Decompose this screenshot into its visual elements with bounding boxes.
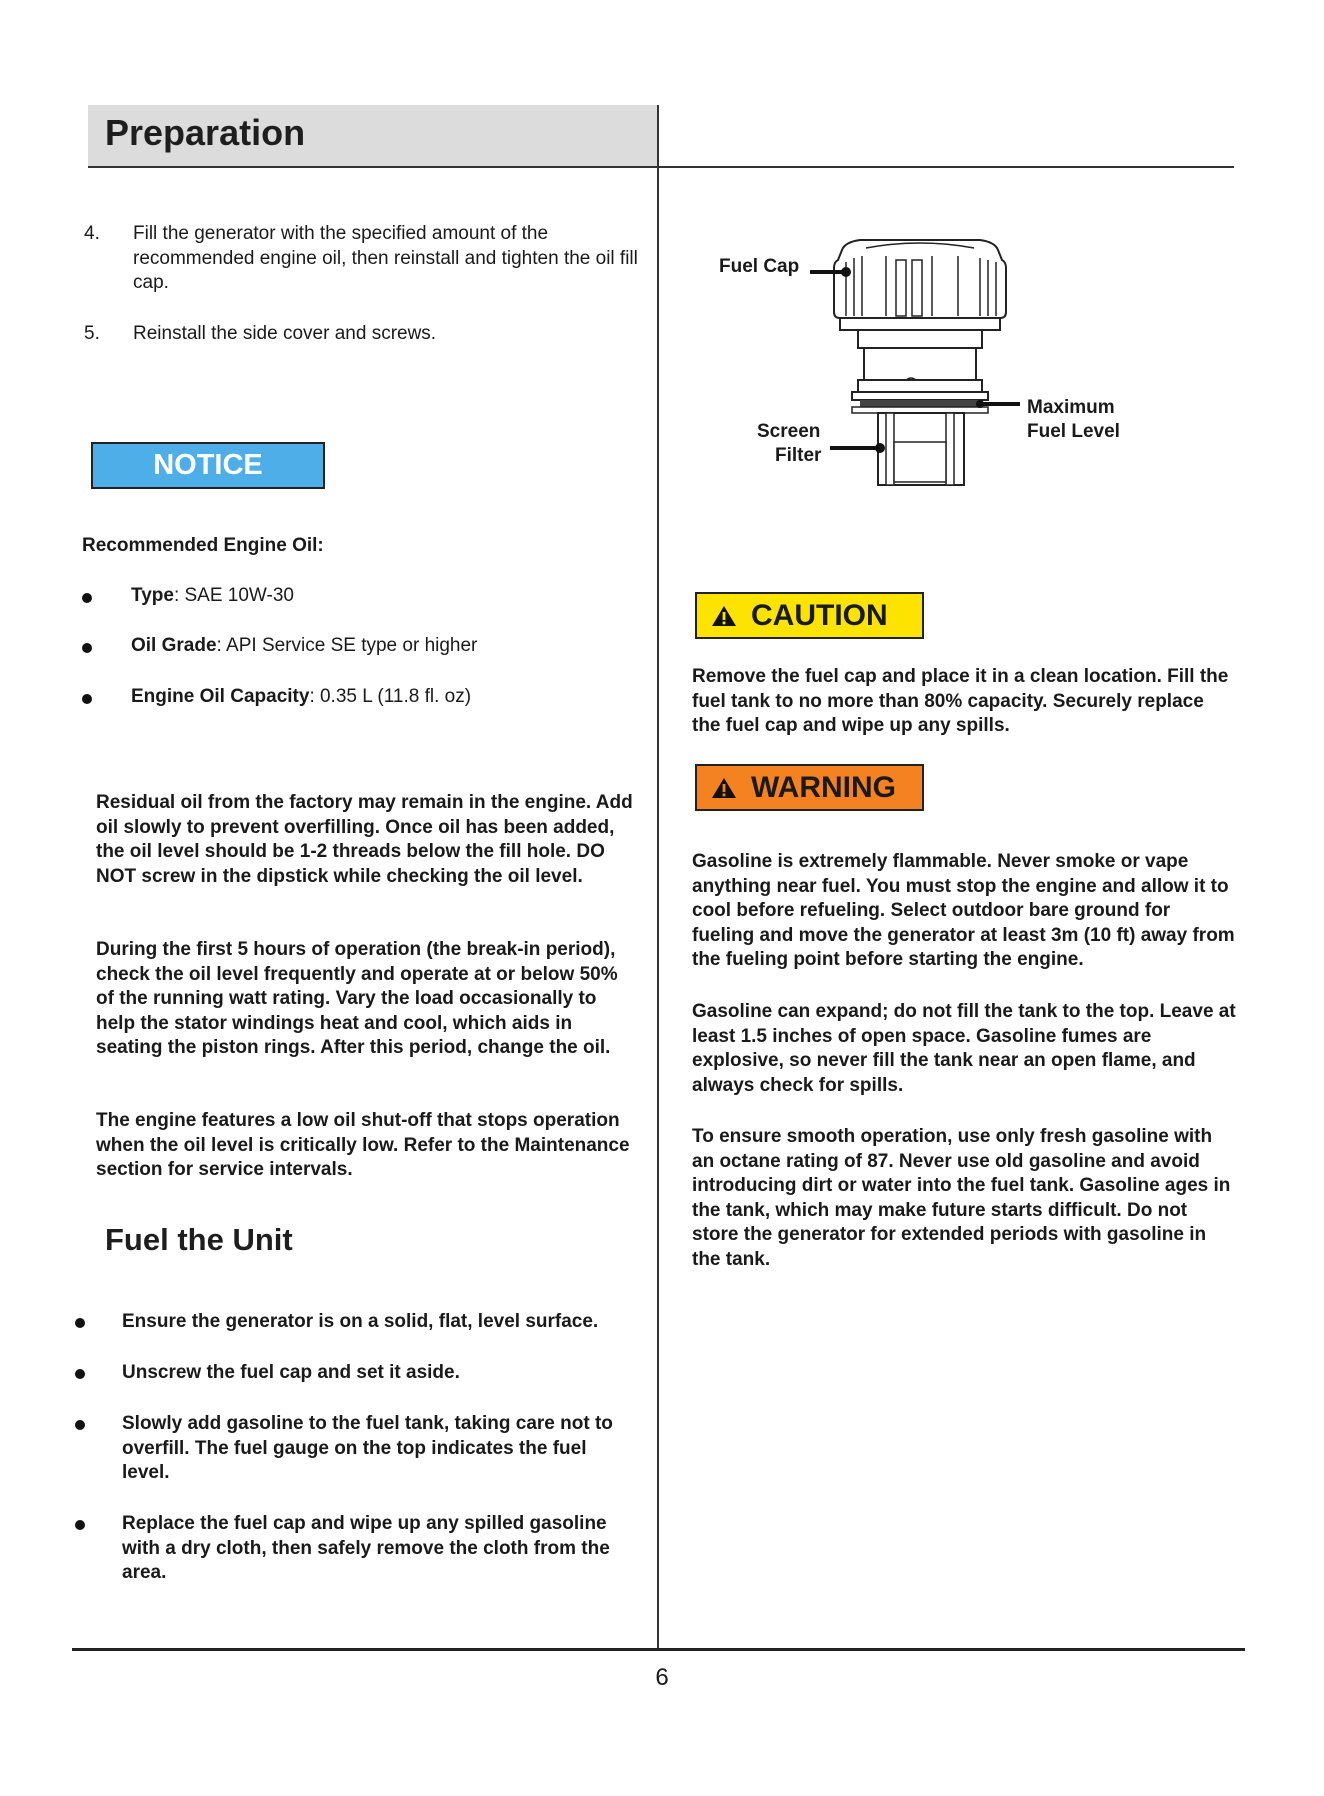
fuel-step: Replace the fuel cap and wipe up any spilled gasoline with a dry cloth, then safely remove the cloth from the area. — [122, 1513, 610, 1583]
screen-filter-label-line2: Filter — [775, 445, 822, 466]
page-number: 6 — [655, 1664, 669, 1691]
bullet-icon — [75, 1318, 85, 1328]
max-fuel-label-line1: Maximum — [1027, 397, 1115, 418]
caution-text-label: CAUTION — [751, 599, 888, 632]
warning-triangle-icon — [711, 776, 737, 800]
warning-paragraph: Gasoline is extremely flammable. Never smoke or vape anything near fuel. You must stop the engine and allow it to cool before refueling. Select outdoor bare ground for fueling and move the generator at least 3m (10 ft) away from the fueling point before starting the engine. — [692, 851, 1235, 970]
warning-triangle-icon — [711, 604, 737, 628]
oil-paragraph: The engine features a low oil shut-off that stops operation when the oil level is critically low. Refer to the Maintenance section for service intervals. — [96, 1110, 630, 1180]
bullet-icon — [75, 1369, 85, 1379]
oil-item-grade: Oil Grade: API Service SE type or higher — [131, 635, 478, 656]
oil-heading: Recommended Engine Oil: — [82, 535, 324, 556]
step-text: Reinstall the side cover and screws. — [133, 323, 437, 344]
max-fuel-label-line2: Fuel Level — [1027, 421, 1120, 442]
bullet-icon — [82, 643, 92, 653]
oil-item-capacity: Engine Oil Capacity: 0.35 L (11.8 fl. oz) — [131, 686, 472, 707]
footer-rule — [72, 1648, 1245, 1651]
bullet-icon — [75, 1420, 85, 1430]
bullet-icon — [75, 1520, 85, 1530]
warning-paragraph: To ensure smooth operation, use only fresh gasoline with an octane rating of 87. Never use old gasoline and avoid introducing dirt or water into the fuel tank. Gasoline ages in the tank, which may make future starts difficult. Do not store the generator for extended periods with gasoline in the tank. — [692, 1126, 1231, 1270]
screen-filter-label-line1: Screen — [757, 421, 821, 442]
warning-paragraph: Gasoline can expand; do not fill the tank to the top. Leave at least 1.5 inches of open space. Gasoline fumes are explosive, so never fill the tank near an open flame, and always check for spills. — [692, 1001, 1236, 1096]
step-text: Fill the generator with the specified amount of the recommended engine oil, then reinstall and tighten the oil fill cap. — [133, 223, 638, 293]
page-title: Preparation — [105, 112, 306, 153]
bullet-icon — [82, 593, 92, 603]
warning-label — [695, 764, 924, 811]
notice-label: NOTICE — [91, 442, 325, 489]
caution-paragraph: Remove the fuel cap and place it in a clean location. Fill the fuel tank to no more than 80% capacity. Securely replace the fuel cap and wipe up any spills. — [692, 666, 1229, 736]
fuel-step: Unscrew the fuel cap and set it aside. — [122, 1362, 460, 1383]
oil-paragraph: During the first 5 hours of operation (the break-in period), check the oil level frequently and operate at or below 50% of the running watt rating. Vary the load occasionally to help the stator windings heat and cool, which aids in seating the piston rings. After this period, change the oil. — [96, 939, 618, 1058]
bullet-icon — [82, 694, 92, 704]
step-number: 4. — [84, 223, 100, 244]
fuel-cap-label: Fuel Cap — [719, 256, 800, 277]
section-title: Fuel the Unit — [105, 1222, 293, 1257]
oil-item-type: Type: SAE 10W-30 — [131, 585, 294, 606]
caution-label — [695, 592, 924, 639]
header-rule — [88, 166, 1234, 168]
step-number: 5. — [84, 323, 100, 344]
warning-text-label: WARNING — [751, 771, 896, 804]
fuel-step: Ensure the generator is on a solid, flat, level surface. — [122, 1311, 599, 1332]
oil-paragraph: Residual oil from the factory may remain in the engine. Add oil slowly to prevent overfilling. Once oil has been added, the oil level should be 1-2 threads below the fill hole. DO NOT screw in the dipstick while checking the oil level. — [96, 792, 633, 887]
fuel-step: Slowly add gasoline to the fuel tank, taking care not to overfill. The fuel gauge on the top indicates the fuel level. — [122, 1413, 613, 1483]
